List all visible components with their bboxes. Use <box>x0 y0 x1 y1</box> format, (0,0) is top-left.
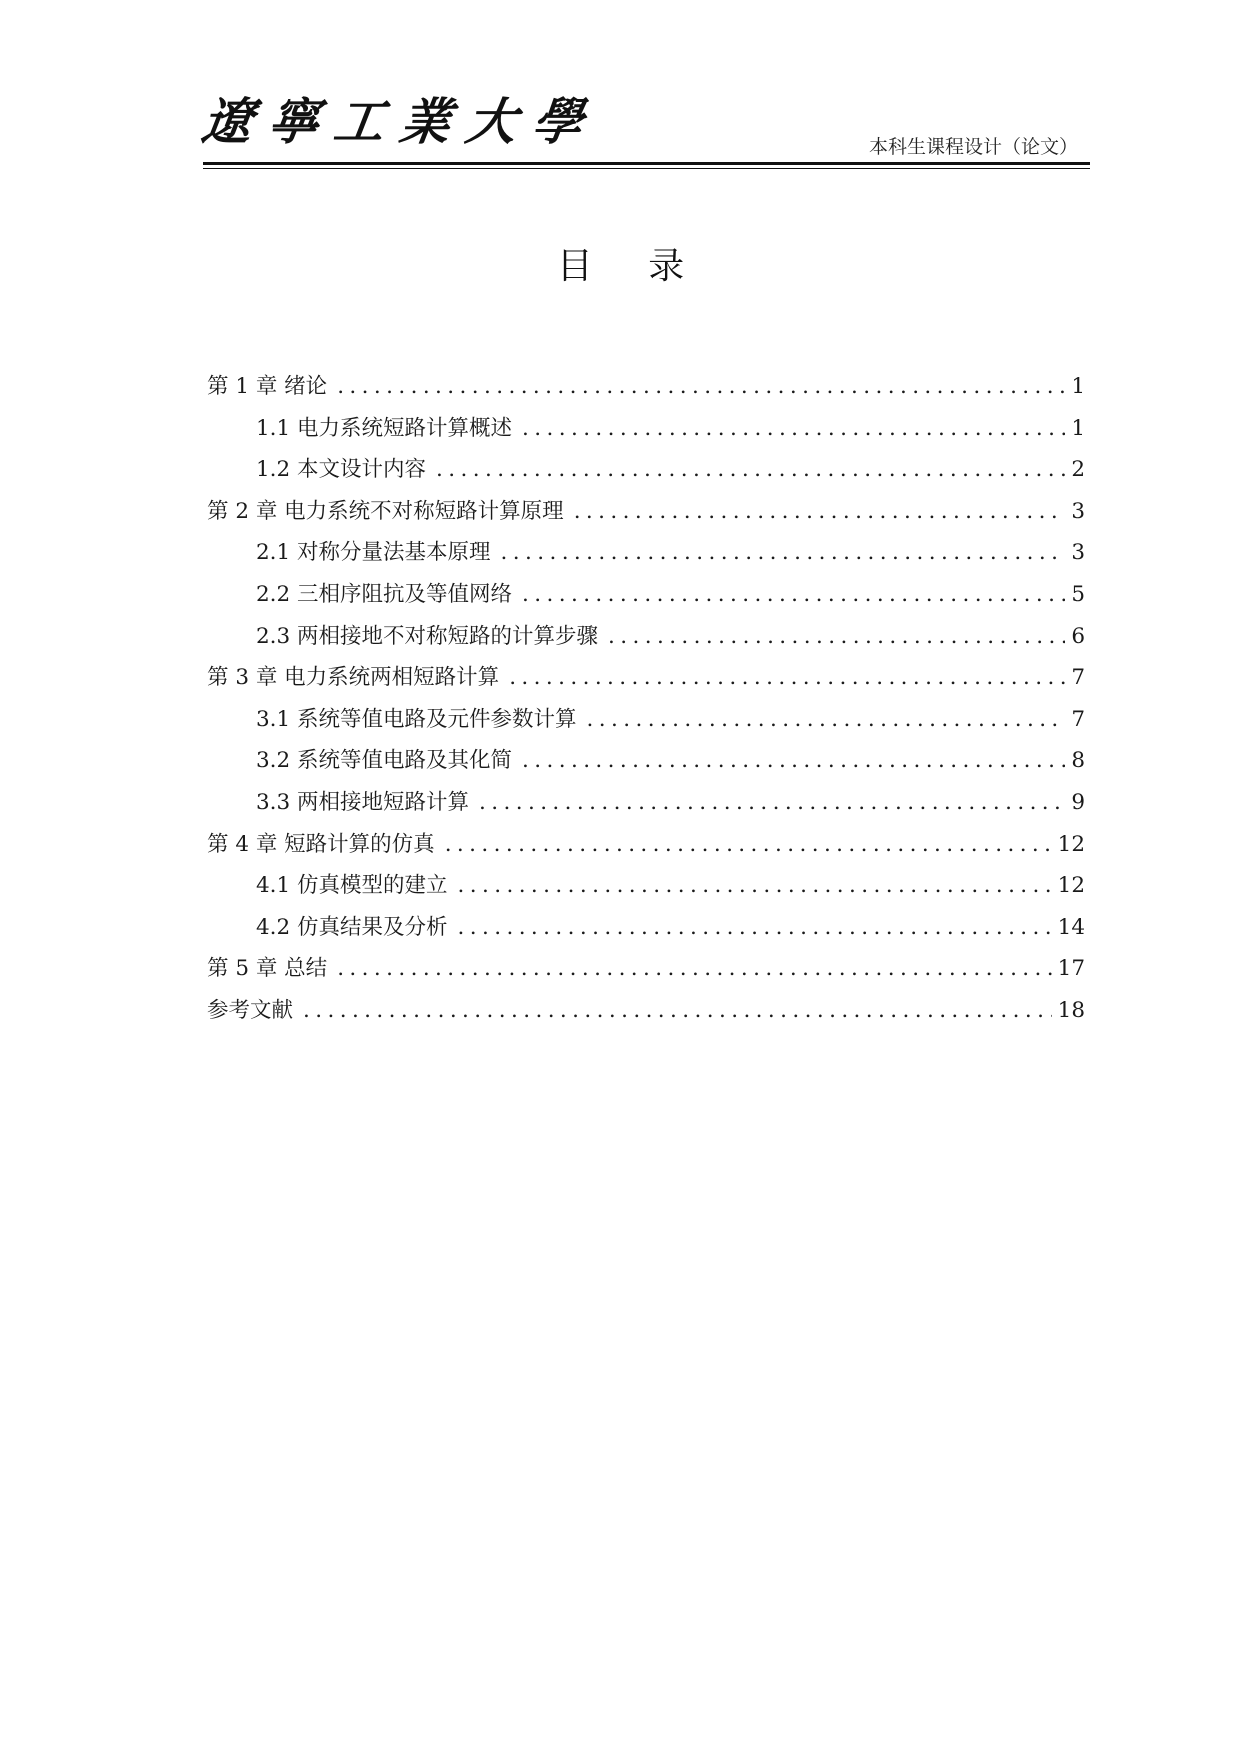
toc-page-number: 12 <box>1057 831 1085 857</box>
toc-chapter-entry[interactable] <box>207 948 1085 990</box>
toc-entry-label: 2.1 对称分量法基本原理 <box>256 540 491 566</box>
toc-dot-leader <box>522 408 1065 450</box>
toc-entry-label: 1.2 本文设计内容 <box>256 457 427 483</box>
toc-page-number: 5 <box>1071 581 1085 607</box>
toc-chapter-entry[interactable] <box>207 491 1085 533</box>
toc-dot-leader <box>608 616 1065 658</box>
toc-title: 目 录 <box>556 246 707 287</box>
page-header <box>198 70 1090 170</box>
toc-chapter-entry[interactable] <box>207 990 1085 1032</box>
toc-section-entry[interactable] <box>207 865 1085 907</box>
toc-page-number: 3 <box>1071 540 1085 566</box>
toc-dot-leader <box>445 824 1052 866</box>
toc-entry-label: 2.2 三相序阻抗及等值网络 <box>256 581 513 607</box>
toc-chapter-entry[interactable] <box>207 366 1085 408</box>
toc-entry-label: 第 4 章 短路计算的仿真 <box>207 831 435 857</box>
toc-entry-label: 4.1 仿真模型的建立 <box>256 873 448 899</box>
toc-page-number: 6 <box>1071 623 1085 649</box>
toc-dot-leader <box>479 782 1065 824</box>
toc-dot-leader <box>522 574 1065 616</box>
toc-section-entry[interactable] <box>207 782 1085 824</box>
toc-page-number: 1 <box>1071 415 1085 441</box>
toc-entry-label: 3.3 两相接地短路计算 <box>256 789 470 815</box>
toc-dot-leader <box>337 366 1065 408</box>
toc-dot-leader <box>574 491 1066 533</box>
toc-dot-leader <box>458 907 1052 949</box>
toc-page-number: 8 <box>1071 748 1085 774</box>
toc-entry-label: 第 1 章 绪论 <box>207 374 328 399</box>
toc-dot-leader <box>587 699 1066 741</box>
toc-chapter-entry[interactable] <box>207 657 1085 699</box>
toc-dot-leader <box>501 532 1066 574</box>
toc-section-entry[interactable] <box>207 616 1085 658</box>
header-subtitle: 本科生课程设计（论文） <box>868 136 1078 158</box>
header-rule-thick <box>203 162 1090 165</box>
toc-entry-label: 3.1 系统等值电路及元件参数计算 <box>256 706 577 732</box>
toc-dot-leader <box>337 948 1051 990</box>
toc-page-number: 9 <box>1071 789 1085 815</box>
toc-entry-label: 1.1 电力系统短路计算概述 <box>256 415 513 441</box>
toc-section-entry[interactable] <box>207 699 1085 741</box>
toc-section-entry[interactable] <box>207 449 1085 491</box>
toc-entry-label: 3.2 系统等值电路及其化简 <box>256 748 513 774</box>
toc-entry-label: 参考文献 <box>207 997 294 1023</box>
toc-dot-leader <box>303 990 1052 1032</box>
header-rule-thin <box>203 168 1090 169</box>
toc-page-number: 3 <box>1071 498 1085 524</box>
toc-page-number: 12 <box>1057 873 1085 899</box>
toc-section-entry[interactable] <box>207 740 1085 782</box>
toc-section-entry[interactable] <box>207 574 1085 616</box>
toc-dot-leader <box>509 657 1065 699</box>
toc-page-number: 7 <box>1071 665 1085 691</box>
toc-page-number: 2 <box>1071 457 1085 483</box>
toc-page-number: 14 <box>1057 914 1085 940</box>
toc-page-number: 1 <box>1071 374 1085 399</box>
toc-entry-label: 2.3 两相接地不对称短路的计算步骤 <box>256 623 599 649</box>
toc-entry-label: 第 2 章 电力系统不对称短路计算原理 <box>207 498 564 524</box>
toc-entry-label: 第 5 章 总结 <box>207 956 328 982</box>
toc-dot-leader <box>458 865 1052 907</box>
toc-section-entry[interactable] <box>207 907 1085 949</box>
toc-chapter-entry[interactable] <box>207 824 1085 866</box>
toc-entry-label: 4.2 仿真结果及分析 <box>256 914 448 940</box>
table-of-contents <box>207 366 1085 1032</box>
toc-page-number: 17 <box>1057 956 1085 982</box>
university-logo: 遼寧工業大學 <box>198 92 603 151</box>
toc-section-entry[interactable] <box>207 532 1085 574</box>
toc-entry-label: 第 3 章 电力系统两相短路计算 <box>207 665 500 691</box>
toc-dot-leader <box>436 449 1065 491</box>
toc-section-entry[interactable] <box>207 408 1085 450</box>
toc-page-number: 18 <box>1057 997 1085 1023</box>
toc-page-number: 7 <box>1071 706 1085 732</box>
toc-dot-leader <box>522 740 1065 782</box>
